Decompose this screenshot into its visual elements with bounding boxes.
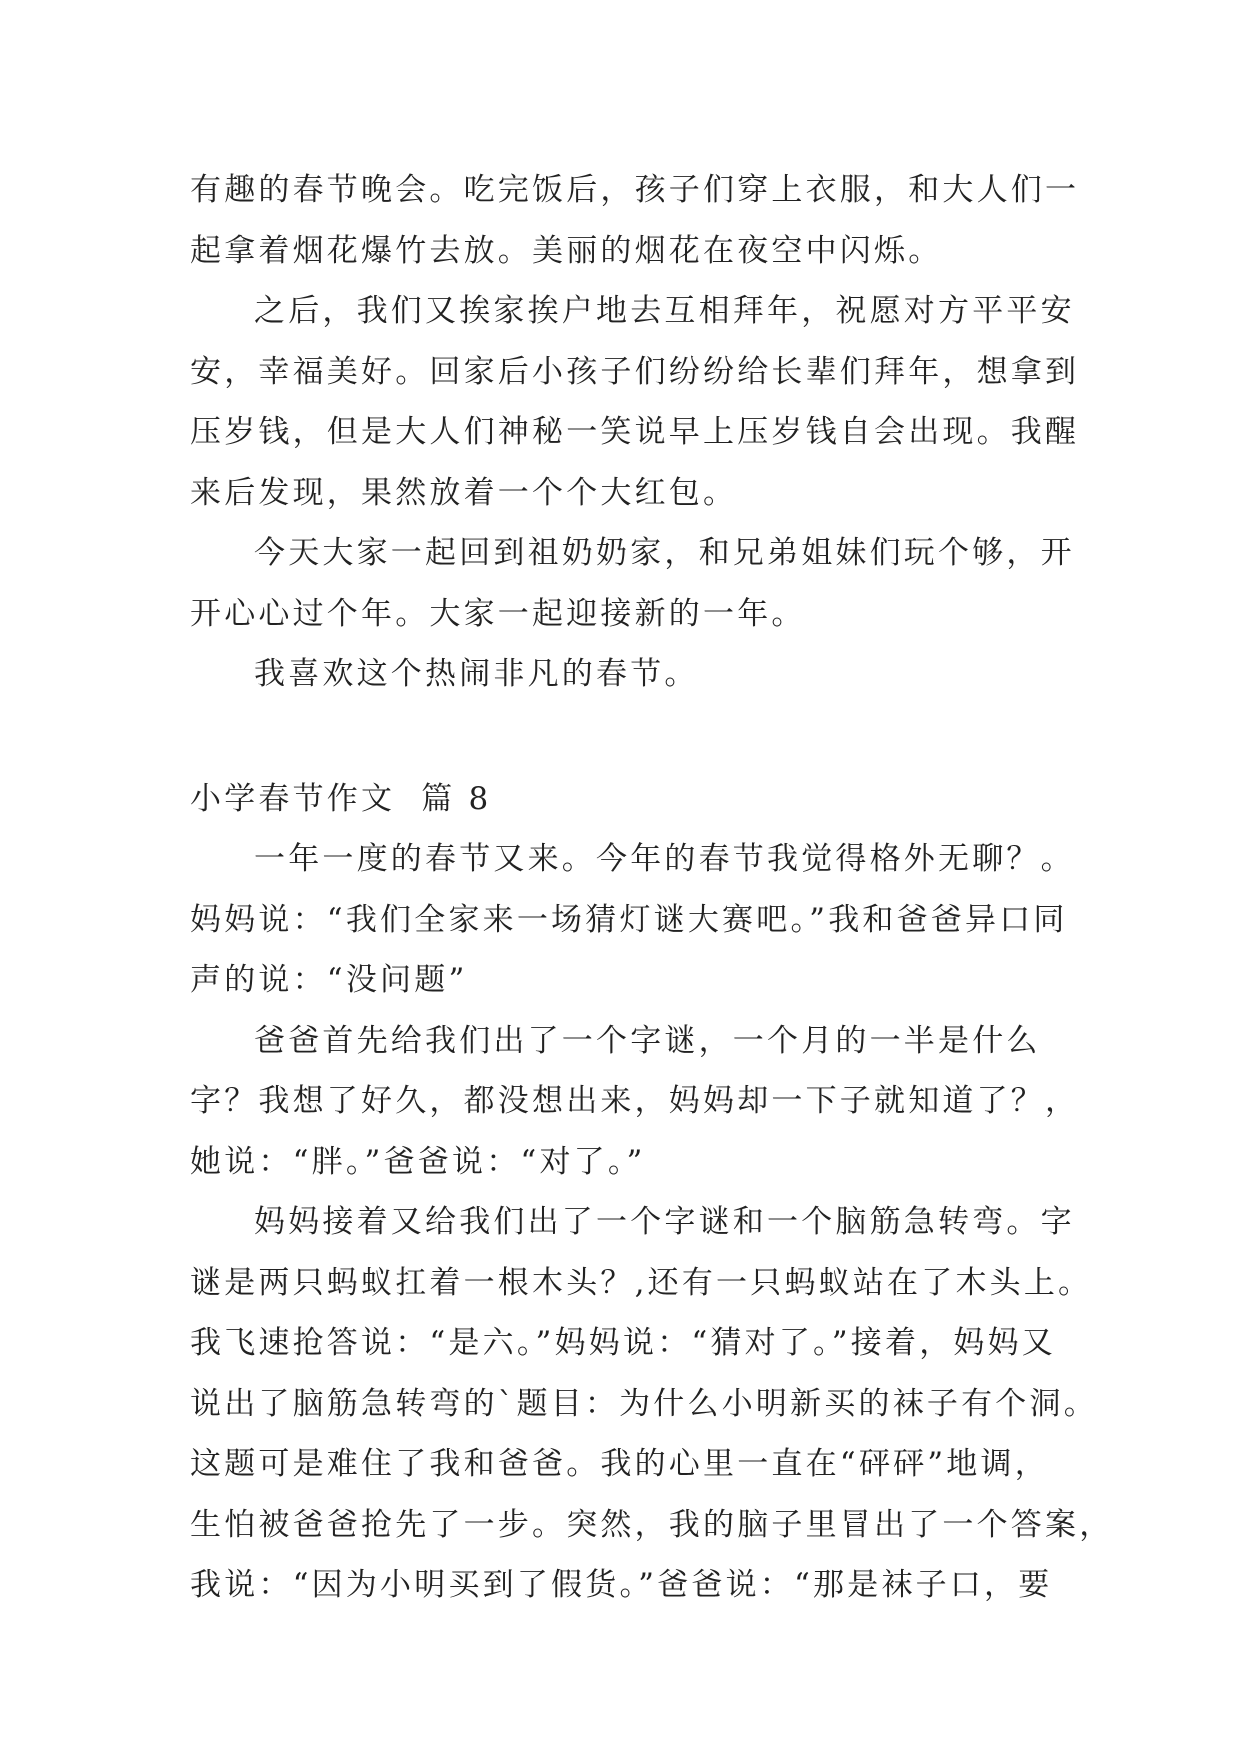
text-line: 我飞速抢答说：“是六。”妈妈说：“猜对了。”接着，妈妈又 (190, 1325, 1056, 1361)
text-line: 压岁钱，但是大人们神秘一笑说早上压岁钱自会出现。我醒 (190, 414, 1080, 450)
text-line: 一年一度的春节又来。今年的春节我觉得格外无聊？。 (254, 841, 1075, 877)
text-line: 我说：“因为小明买到了假货。”爸爸说：“那是袜子口，要 (190, 1567, 1053, 1603)
text-line: 声的说：“没问题” (190, 962, 468, 998)
text-line: 字？我想了好久，都没想出来，妈妈却一下子就知道了？， (190, 1083, 1080, 1119)
text-line: 这题可是难住了我和爸爸。我的心里一直在“砰砰”地调， (190, 1446, 1049, 1482)
text-line: 妈妈接着又给我们出了一个字谜和一个脑筋急转弯。字 (254, 1204, 1075, 1240)
text-line: 妈妈说：“我们全家来一场猜灯谜大赛吧。”我和爸爸异口同 (190, 901, 1068, 938)
text-line: 安，幸福美好。回家后小孩子们纷纷给长辈们拜年，想拿到 (190, 353, 1080, 390)
paragraph-6 (190, 1011, 1080, 1193)
text-line: 谜是两只蚂蚁扛着一根木头？,还有一只蚂蚁站在了木头上。 (190, 1264, 1093, 1301)
document-body (190, 160, 1114, 1616)
text-line: 说出了脑筋急转弯的`题目：为什么小明新买的袜子有个洞。 (190, 1385, 1098, 1422)
text-line: 开心心过个年。大家一起迎接新的一年。 (190, 595, 806, 632)
text-line: 我喜欢这个热闹非凡的春节。 (254, 656, 699, 692)
text-line: 今天大家一起回到祖奶奶家，和兄弟姐妹们玩个够，开 (254, 535, 1075, 571)
text-line: 来后发现，果然放着一个个大红包。 (190, 474, 738, 511)
paragraph-7 (190, 1192, 1114, 1616)
text-line: 起拿着烟花爆竹去放。美丽的烟花在夜空中闪烁。 (190, 232, 943, 269)
text-line: 之后，我们又挨家挨户地去互相拜年，祝愿对方平平安 (254, 293, 1075, 329)
text-line: 生怕被爸爸抢先了一步。突然，我的脑子里冒出了一个答案， (190, 1506, 1114, 1543)
paragraph-5 (190, 829, 1075, 1011)
text-line: 她说：“胖。”爸爸说：“对了。” (190, 1143, 646, 1180)
paragraph-1 (190, 160, 1080, 281)
section-spacer (190, 705, 1055, 769)
text-line: 爸爸首先给我们出了一个字谜，一个月的一半是什么 (254, 1022, 1041, 1059)
section-title: 小学春节作文 篇 8 (190, 780, 492, 817)
paragraph-3 (190, 523, 1075, 644)
paragraph-2 (190, 281, 1080, 523)
paragraph-4 (190, 644, 1055, 705)
text-line: 有趣的春节晚会。吃完饭后，孩子们穿上衣服，和大人们一 (190, 172, 1080, 208)
